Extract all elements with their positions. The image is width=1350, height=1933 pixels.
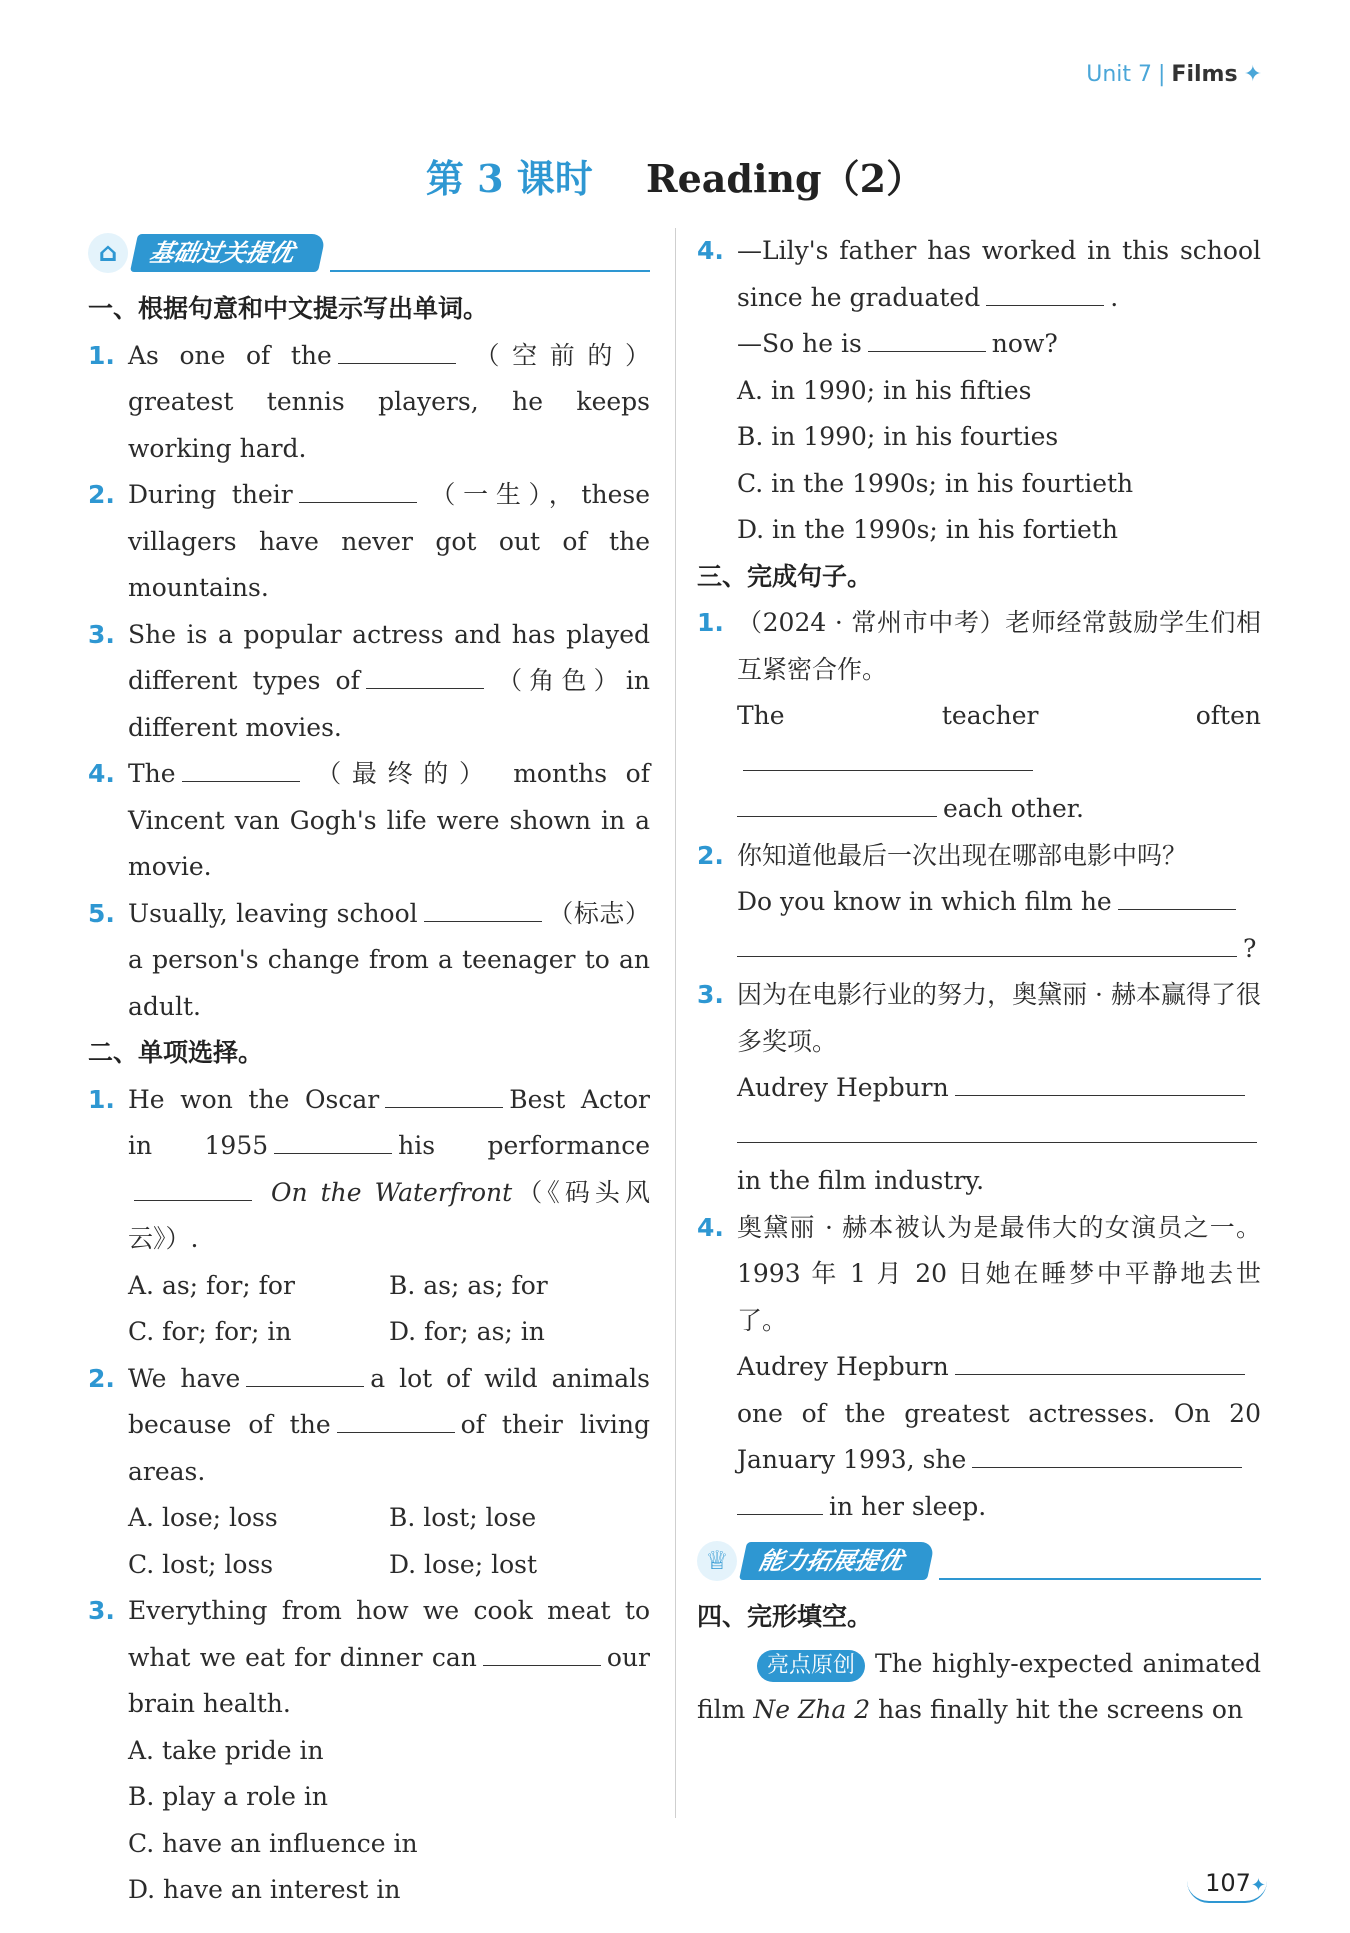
option[interactable]: C. for; for; in: [128, 1317, 292, 1346]
question-item: [697, 972, 1261, 1205]
question-item: [88, 1356, 650, 1496]
chinese-prompt: 你知道他最后一次出现在哪部电影中吗？: [737, 840, 1188, 870]
page-number-text: 107: [1205, 1869, 1251, 1897]
question-number: 4.: [697, 1212, 724, 1242]
option[interactable]: A. in 1990; in his fifties: [737, 375, 1032, 405]
unit-label: Unit 7: [1086, 62, 1152, 87]
lesson-number: 第 3 课时: [425, 156, 593, 201]
question-text: —Lily's father has worked in this school since he graduated: [737, 236, 1261, 312]
question-number: 1.: [88, 1084, 115, 1114]
answer-blank[interactable]: [274, 1131, 392, 1154]
question-text: As one of the: [128, 340, 332, 370]
sparkle-icon: ✦: [1250, 1875, 1266, 1896]
question-text: each other.: [943, 794, 1084, 823]
answer-blank[interactable]: [737, 934, 1237, 957]
banner-label: 基础过关提优: [130, 234, 326, 272]
banner-line: [330, 270, 650, 272]
question-number: 3.: [88, 1596, 115, 1625]
answer-blank[interactable]: [955, 1352, 1245, 1375]
question-text: now?: [991, 329, 1058, 358]
option[interactable]: C. in the 1990s; in his fourtieth: [737, 468, 1134, 498]
section-title: 四、完形填空。: [697, 1602, 873, 1631]
question-item: [697, 1205, 1261, 1531]
page-title: [0, 148, 1350, 203]
answer-blank[interactable]: [483, 1643, 601, 1666]
answer-blank[interactable]: [337, 1410, 455, 1433]
option[interactable]: A. lose; loss: [128, 1503, 278, 1532]
option[interactable]: A. take pride in: [128, 1735, 324, 1765]
chinese-prompt: 奥黛丽 · 赫本被认为是最伟大的女演员之一。1993 年 1 月 20 日她在睡梦中平静地去世了。: [737, 1212, 1261, 1335]
question-text: Usually, leaving school: [128, 898, 418, 928]
film-title: Ne Zha 2: [753, 1695, 871, 1724]
answer-blank[interactable]: [743, 748, 1033, 771]
question-text: （空前的）greatest tennis players, he keeps working hard.: [128, 340, 650, 463]
question-text: our brain health.: [128, 1642, 650, 1718]
question-text: （最终的） months of Vincent van Gogh's life were shown in a movie.: [128, 759, 650, 881]
options: [88, 1728, 650, 1914]
question-text: .: [1110, 282, 1119, 312]
chinese-prompt: 因为在电影行业的努力，奥黛丽 · 赫本赢得了很多奖项。: [737, 980, 1261, 1056]
column-divider: [675, 228, 676, 1818]
chinese-prompt: （2024 · 常州市中考）老师经常鼓励学生们相互紧密合作。: [737, 608, 1261, 684]
original-badge: 亮点原创: [757, 1650, 865, 1682]
question-item: [88, 1077, 650, 1263]
question-number: 2.: [697, 840, 724, 870]
section-title: 二、单项选择。: [88, 1038, 264, 1067]
banner-label: 能力拓展提优: [739, 1542, 935, 1580]
film-title: On the Waterfront: [271, 1177, 513, 1207]
option[interactable]: D. for; as; in: [389, 1317, 545, 1346]
unit-header: [1086, 62, 1262, 87]
question-number: 5.: [88, 898, 115, 928]
option[interactable]: B. lost; lose: [389, 1503, 537, 1532]
question-text: During their: [128, 480, 293, 509]
question-number: 4.: [697, 236, 724, 265]
answer-blank[interactable]: [385, 1085, 503, 1108]
option[interactable]: D. lose; lost: [389, 1549, 538, 1579]
options: [88, 1495, 650, 1588]
trophy-icon: ♕: [697, 1541, 737, 1581]
subject-label: Films: [1171, 62, 1238, 87]
question-text: （标志） a person's change from a teenager to an adult.: [128, 898, 650, 1021]
question-item: [88, 612, 650, 752]
option[interactable]: D. in the 1990s; in his fortieth: [737, 515, 1118, 544]
question-number: 4.: [88, 759, 115, 788]
question-item: [88, 751, 650, 891]
options: [88, 1263, 650, 1356]
question-text: Everything from how we cook meat to what we eat for dinner can: [128, 1596, 650, 1672]
banner-basic: [88, 228, 650, 278]
question-number: 1.: [697, 608, 724, 637]
question-number: 1.: [88, 340, 115, 370]
question-text: （《码头风云》）.: [128, 1177, 650, 1253]
option[interactable]: C. have an influence in: [128, 1828, 418, 1858]
right-column: [697, 228, 1261, 1734]
house-icon: ⌂: [88, 233, 128, 273]
page-number-arc: [1187, 1881, 1267, 1903]
question-number: 2.: [88, 480, 115, 509]
question-text: in her sleep.: [829, 1491, 987, 1521]
question-text: The: [128, 759, 176, 788]
question-text: one of the greatest actresses. On 20 January 1993, she: [737, 1398, 1261, 1474]
sparkle-icon: ✦: [1243, 62, 1262, 87]
question-text: The teacher often: [737, 701, 1261, 730]
answer-blank[interactable]: [182, 759, 300, 782]
answer-blank[interactable]: [972, 1445, 1242, 1468]
question-text: a lot of wild animals because of the: [128, 1363, 651, 1439]
question-item: [697, 833, 1261, 973]
header-separator: |: [1158, 62, 1166, 87]
answer-blank[interactable]: [134, 1178, 252, 1201]
option[interactable]: B. play a role in: [128, 1782, 328, 1811]
answer-blank[interactable]: [424, 899, 542, 922]
question-text: of their living areas.: [128, 1410, 650, 1486]
question-text: （角色）in different movies.: [128, 666, 650, 742]
passage-text: has finally hit the screens on: [878, 1695, 1244, 1724]
question-text: She is a popular actress and has played different types of: [128, 619, 650, 695]
page-number: [1205, 1869, 1266, 1897]
answer-blank[interactable]: [868, 329, 986, 352]
answer-blank[interactable]: [1118, 887, 1236, 910]
option[interactable]: D. have an interest in: [128, 1875, 401, 1904]
passage-text: The highly-expected animated film: [697, 1648, 1261, 1724]
section-title: 三、完成句子。: [697, 561, 873, 591]
question-item: [697, 228, 1261, 368]
question-text: Audrey Hepburn: [737, 1352, 949, 1381]
answer-blank[interactable]: [338, 341, 456, 364]
section-title: 一、根据句意和中文提示写出单词。: [88, 294, 489, 323]
question-text: We have: [128, 1363, 241, 1393]
question-number: 2.: [88, 1363, 115, 1393]
question-text: （一生），these villagers have never got out of the mountains.: [128, 480, 650, 602]
answer-blank[interactable]: [737, 794, 937, 817]
answer-blank[interactable]: [737, 1492, 823, 1515]
options: [697, 368, 1261, 554]
left-column: [88, 228, 650, 1914]
banner-extension: [697, 1536, 1261, 1586]
question-text: —So he is: [737, 329, 862, 358]
banner-line: [939, 1578, 1261, 1580]
option[interactable]: A. as; for; for: [128, 1270, 295, 1300]
question-text: his performance: [398, 1131, 650, 1160]
cloze-passage: [697, 1641, 1261, 1734]
answer-blank[interactable]: [955, 1073, 1245, 1096]
option[interactable]: B. in 1990; in his fourties: [737, 422, 1059, 451]
answer-blank[interactable]: [737, 1120, 1257, 1143]
question-item: [697, 600, 1261, 833]
question-text: Best Actor in 1955: [128, 1084, 650, 1160]
lesson-title: Reading（2）: [646, 156, 925, 201]
question-item: [88, 472, 650, 612]
answer-blank[interactable]: [246, 1364, 364, 1387]
question-number: 3.: [88, 619, 115, 649]
question-text: Audrey Hepburn: [737, 1073, 949, 1102]
question-text: Do you know in which film he: [737, 887, 1112, 916]
question-number: 3.: [697, 980, 724, 1009]
option[interactable]: B. as; as; for: [389, 1270, 548, 1300]
option[interactable]: C. lost; loss: [128, 1549, 274, 1579]
answer-blank[interactable]: [366, 666, 484, 689]
question-text: ?: [1243, 933, 1257, 963]
question-item: [88, 1588, 650, 1728]
answer-blank[interactable]: [986, 283, 1104, 306]
question-item: [88, 891, 650, 1031]
question-text: in the film industry.: [737, 1166, 985, 1195]
question-item: [88, 333, 650, 473]
question-text: He won the Oscar: [128, 1084, 380, 1114]
answer-blank[interactable]: [299, 480, 417, 503]
